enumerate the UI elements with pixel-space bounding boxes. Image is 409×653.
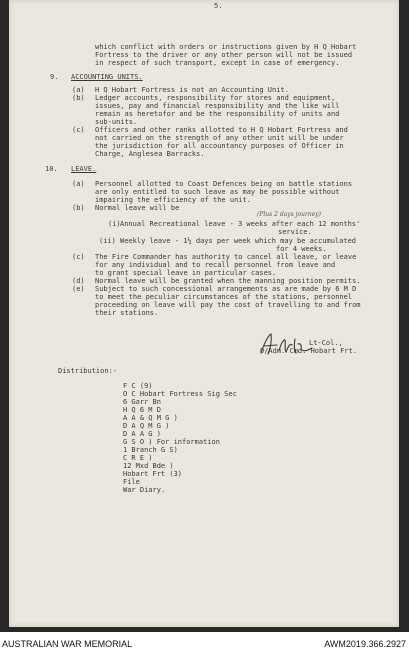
text-line: Normal leave will be granted when the manning position permits. (95, 277, 361, 285)
item-label: (c) (72, 126, 85, 134)
text-line: for 4 weeks. (276, 245, 327, 253)
text-line: Normal leave will be (95, 204, 180, 212)
section-heading: LEAVE. (71, 165, 97, 173)
item-label: (b) (72, 204, 85, 212)
catalogue-id: AWM2019.366.2927 (324, 639, 406, 649)
distribution-item: C R E ) (123, 454, 153, 462)
handwritten-note: (Plus 2 days journey) (257, 211, 322, 218)
text-line: sub-units. (95, 118, 138, 126)
item-label: (ii) (99, 237, 116, 245)
text-line: remain as heretofor and be the responsibility of units and (95, 110, 340, 118)
section-number: 9. (50, 73, 59, 81)
section-number: 10. (45, 165, 58, 173)
text-line: issues, pay and financial responsibility and the like will (95, 102, 340, 110)
distribution-item: File (123, 478, 140, 486)
section-heading: ACCOUNTING UNITS. (71, 73, 143, 81)
text-line: service. (278, 228, 312, 236)
text-line: for any individual and to recall personnel from leave and (95, 261, 336, 269)
item-label: (d) (72, 277, 85, 285)
text-line: Officers and other ranks allotted to H Q Hobart Fortress and (95, 126, 348, 134)
archive-caption (0, 636, 409, 653)
distribution-heading: Distribution:- (58, 367, 118, 375)
item-label: (a) (72, 86, 85, 94)
text-line: impairing the efficiency of the unit. (95, 196, 251, 204)
text-line: Weekly leave - 1½ days per week which may be accumulated (120, 237, 357, 245)
text-line: H Q Hobart Fortress is not an Accounting Unit. (95, 86, 289, 94)
text-line: Subject to such concessional arrangements as are made by 6 M D (95, 285, 357, 293)
text-line: not carried on the strength of any other unit will be under (95, 134, 344, 142)
institution-name: AUSTRALIAN WAR MEMORIAL (2, 639, 133, 649)
distribution-item: Hobart Frt (3) (123, 470, 183, 478)
distribution-item: G S O ) For information (123, 438, 220, 446)
text-line: proceeding on leave will pay the cost of travelling to and from (95, 301, 361, 309)
text-line: The Fire Commander has authority to cancel all leave, or leave (95, 253, 357, 261)
item-label: (c) (72, 253, 85, 261)
text-line: in respect of such transport, except in case of emergency. (95, 59, 340, 67)
text-line: Annual Recreational leave - 3 weeks after each 12 months' (120, 220, 361, 228)
distribution-item: 12 Mxd Bde ) (123, 462, 174, 470)
text-line: the jurisdiction for all accountancy purposes of Officer in (95, 142, 344, 150)
text-line: are only entitled to such leave as may be possible without (95, 188, 340, 196)
text-line: Personnel allotted to Coast Defences being on battle stations (95, 180, 353, 188)
signatory-rank: Lt-Col., (309, 339, 343, 347)
distribution-item: D A A G ) (123, 430, 161, 438)
distribution-item: 6 Garr Bn (123, 398, 161, 406)
distribution-item: O C Hobart Fortress Sig Sec (123, 390, 237, 398)
distribution-item: A A & Q M G ) (123, 414, 178, 422)
distribution-item: 1 Branch G S) (123, 446, 178, 454)
text-line: to meet the peculiar circumstances of the stations, personnel (95, 293, 353, 301)
distribution-item: H Q 6 M D (123, 406, 161, 414)
text-line: Ledger accounts, responsibility for stores and equipment, (95, 94, 336, 102)
text-line: their stations. (95, 309, 159, 317)
text-line: to grant special leave in particular cases. (95, 269, 277, 277)
page-number: 5. (214, 2, 223, 10)
distribution-item: D A Q M G ) (123, 422, 170, 430)
document-page (9, 0, 399, 627)
text-line: Charge, Anglesea Barracks. (95, 150, 205, 158)
distribution-item: War Diary. (123, 486, 166, 494)
signatory-title: O/Adm. Cmd. Hobart Frt. (260, 347, 357, 355)
item-label: (e) (72, 285, 85, 293)
distribution-item: F C (9) (123, 382, 153, 390)
item-label: (b) (72, 94, 85, 102)
text-line: Fortress to the driver or any other person will not be issued (95, 51, 353, 59)
item-label: (i) (108, 220, 121, 228)
text-line: which conflict with orders or instructions given by H Q Hobart (95, 43, 357, 51)
item-label: (a) (72, 180, 85, 188)
